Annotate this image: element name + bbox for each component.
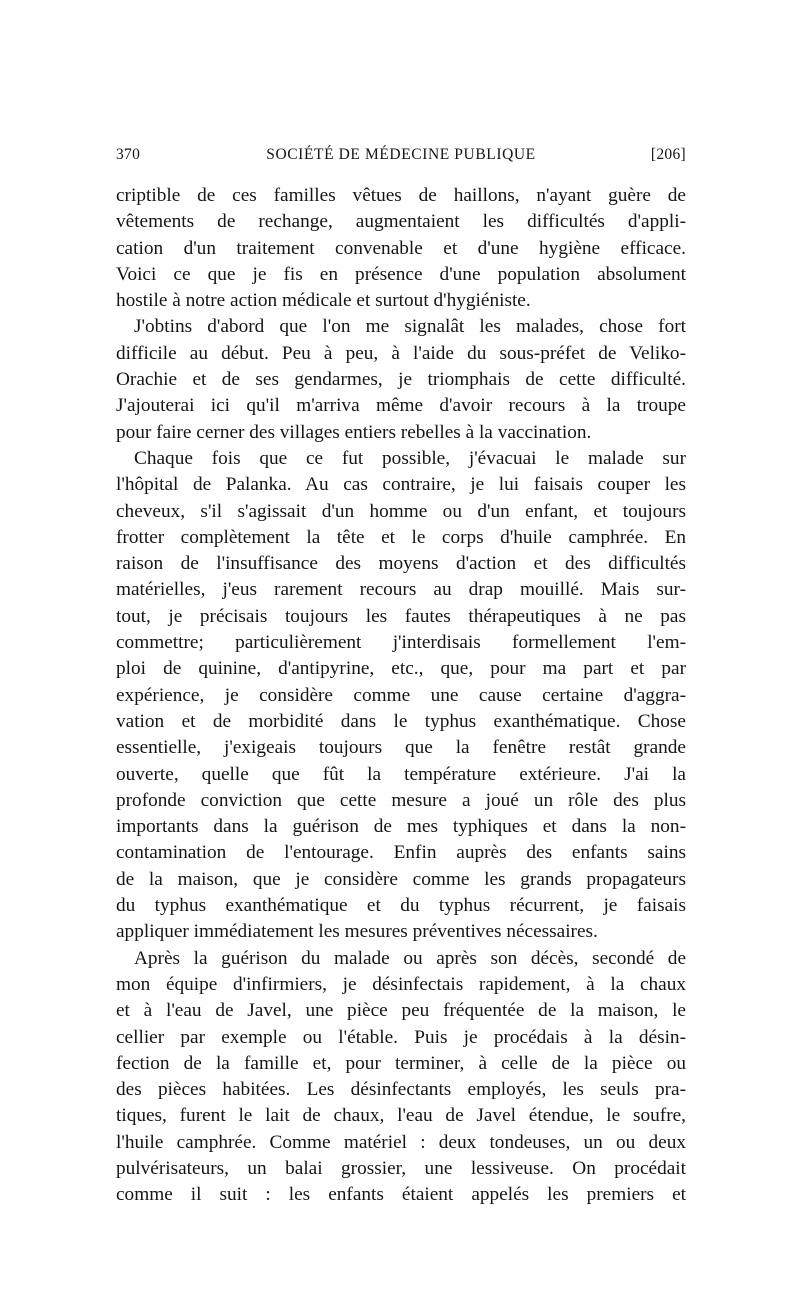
text-line: importants dans la guérison de mes typhiques et dans la non- — [116, 816, 686, 838]
text-line: hostile à notre action médicale et surtout d'hygiéniste. — [116, 290, 531, 312]
text-line: ploi de quinine, d'antipyrine, etc., que, pour ma part et par — [116, 658, 686, 680]
text-line: appliquer immédiatement les mesures préventives nécessaires. — [116, 921, 598, 943]
text-line: comme il suit : les enfants étaient appelés les premiers et — [116, 1184, 686, 1206]
text-line: l'huile camphrée. Comme matériel : deux tondeuses, un ou deux — [116, 1131, 686, 1153]
text-line: ouverte, quelle que fût la température extérieure. J'ai la — [116, 763, 686, 785]
text-line: Voici ce que je fis en présence d'une population absolument — [116, 263, 686, 285]
text-line: matérielles, j'eus rarement recours au drap mouillé. Mais sur- — [116, 579, 686, 601]
running-header — [116, 146, 686, 170]
text-line: des pièces habitées. Les désinfectants employés, les seuls pra- — [116, 1079, 686, 1101]
text-line: du typhus exanthématique et du typhus récurrent, je faisais — [116, 895, 686, 917]
text-line: tiques, furent le lait de chaux, l'eau de Javel étendue, le soufre, — [116, 1105, 686, 1127]
text-line: et à l'eau de Javel, une pièce peu fréquentée de la maison, le — [116, 1000, 686, 1022]
text-line: de la maison, que je considère comme les grands propagateurs — [116, 868, 686, 890]
text-line: J'ajouterai ici qu'il m'arriva même d'avoir recours à la troupe — [116, 395, 686, 417]
text-line: l'hôpital de Palanka. Au cas contraire, je lui faisais couper les — [116, 474, 686, 496]
text-line: vation et de morbidité dans le typhus exanthématique. Chose — [116, 710, 686, 732]
text-line: essentielle, j'exigeais toujours que la fenêtre restât grande — [116, 737, 686, 759]
bracket-page-reference: [206] — [650, 146, 686, 163]
page-number: 370 — [116, 146, 141, 163]
text-line: pulvérisateurs, un balai grossier, une lessiveuse. On procédait — [116, 1157, 686, 1179]
body-text — [116, 183, 686, 1209]
text-line: fection de la famille et, pour terminer, à celle de la pièce ou — [116, 1052, 686, 1074]
text-line: commettre; particulièrement j'interdisais formellement l'em- — [116, 632, 686, 654]
paragraph-first-line: J'obtins d'abord que l'on me signalât les malades, chose fort — [134, 316, 686, 338]
text-line: cation d'un traitement convenable et d'une hygiène efficace. — [116, 237, 686, 259]
paragraph-first-line: Chaque fois que ce fut possible, j'évacuai le malade sur — [134, 447, 686, 469]
text-line: cellier par exemple ou l'étable. Puis je procédais à la désin- — [116, 1026, 686, 1048]
text-line: mon équipe d'infirmiers, je désinfectais rapidement, à la chaux — [116, 973, 686, 995]
text-line: tout, je précisais toujours les fautes thérapeutiques à ne pas — [116, 605, 686, 627]
text-line: criptible de ces familles vêtues de haillons, n'ayant guère de — [116, 185, 686, 206]
text-line: Orachie et de ses gendarmes, je triomphais de cette difficulté. — [116, 369, 686, 391]
text-line: vêtements de rechange, augmentaient les difficultés d'appli- — [116, 211, 686, 233]
text-line: expérience, je considère comme une cause certaine d'aggra- — [116, 684, 686, 706]
text-line: frotter complètement la tête et le corps d'huile camphrée. En — [116, 526, 686, 548]
text-line: difficile au début. Peu à peu, à l'aide du sous-préfet de Veliko- — [116, 342, 686, 364]
paragraph-first-line: Après la guérison du malade ou après son décès, secondé de — [134, 947, 686, 969]
text-line: raison de l'insuffisance des moyens d'action et des difficultés — [116, 553, 686, 575]
text-line: cheveux, s'il s'agissait d'un homme ou d'un enfant, et toujours — [116, 500, 686, 522]
text-line: profonde conviction que cette mesure a joué un rôle des plus — [116, 789, 686, 811]
text-line: pour faire cerner des villages entiers rebelles à la vaccination. — [116, 421, 592, 443]
text-line: contamination de l'entourage. Enfin auprès des enfants sains — [116, 842, 686, 864]
running-title: SOCIÉTÉ DE MÉDECINE PUBLIQUE — [266, 146, 536, 163]
